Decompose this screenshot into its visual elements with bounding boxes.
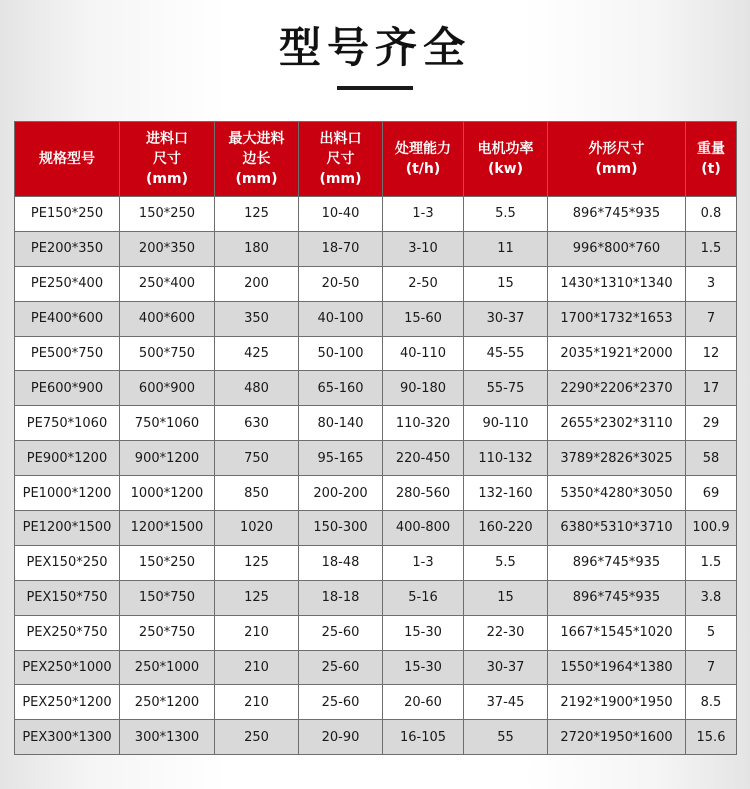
table-cell: 2-50 bbox=[383, 266, 464, 301]
table-cell: 250*1200 bbox=[120, 685, 215, 720]
table-cell: 17 bbox=[686, 371, 737, 406]
table-cell: 2035*1921*2000 bbox=[548, 336, 686, 371]
table-body bbox=[15, 197, 737, 755]
table-cell: 210 bbox=[215, 650, 299, 685]
table-cell: PEX250*1000 bbox=[15, 650, 120, 685]
title-underline bbox=[337, 86, 413, 90]
table-cell: PEX250*750 bbox=[15, 615, 120, 650]
table-cell: 11 bbox=[464, 231, 548, 266]
table-cell: 3 bbox=[686, 266, 737, 301]
table-cell: 210 bbox=[215, 615, 299, 650]
table-cell: 0.8 bbox=[686, 197, 737, 232]
table-cell: 1000*1200 bbox=[120, 476, 215, 511]
table-cell: 15-30 bbox=[383, 615, 464, 650]
table-row bbox=[15, 371, 737, 406]
table-cell: 15 bbox=[464, 580, 548, 615]
table-cell: 5 bbox=[686, 615, 737, 650]
table-cell: 30-37 bbox=[464, 650, 548, 685]
table-cell: 5.5 bbox=[464, 545, 548, 580]
table-cell: PE400*600 bbox=[15, 301, 120, 336]
table-cell: 1.5 bbox=[686, 231, 737, 266]
table-cell: 20-90 bbox=[299, 720, 383, 755]
column-header bbox=[15, 122, 120, 197]
column-header-line: 处理能力 bbox=[395, 141, 451, 157]
table-cell: 18-48 bbox=[299, 545, 383, 580]
table-cell: 1020 bbox=[215, 511, 299, 546]
table-cell: 220-450 bbox=[383, 441, 464, 476]
table-cell: 1-3 bbox=[383, 545, 464, 580]
table-cell: PE200*350 bbox=[15, 231, 120, 266]
table-cell: 200-200 bbox=[299, 476, 383, 511]
column-header-line: 尺寸 bbox=[153, 151, 181, 167]
table-cell: 2655*2302*3110 bbox=[548, 406, 686, 441]
table-cell: 30-37 bbox=[464, 301, 548, 336]
table-cell: 40-110 bbox=[383, 336, 464, 371]
table-cell: 65-160 bbox=[299, 371, 383, 406]
table-cell: 100.9 bbox=[686, 511, 737, 546]
table-cell: 400*600 bbox=[120, 301, 215, 336]
table-cell: 5-16 bbox=[383, 580, 464, 615]
table-cell: 3.8 bbox=[686, 580, 737, 615]
table-cell: 900*1200 bbox=[120, 441, 215, 476]
table-cell: 896*745*935 bbox=[548, 197, 686, 232]
table-cell: 400-800 bbox=[383, 511, 464, 546]
table-cell: 996*800*760 bbox=[548, 231, 686, 266]
table-cell: PE150*250 bbox=[15, 197, 120, 232]
table-cell: 896*745*935 bbox=[548, 545, 686, 580]
table-cell: 7 bbox=[686, 301, 737, 336]
table-cell: PE750*1060 bbox=[15, 406, 120, 441]
table-cell: 20-60 bbox=[383, 685, 464, 720]
table-cell: 500*750 bbox=[120, 336, 215, 371]
table-row bbox=[15, 545, 737, 580]
table-row bbox=[15, 441, 737, 476]
column-header-line: (mm) bbox=[146, 171, 188, 187]
table-cell: PE250*400 bbox=[15, 266, 120, 301]
column-header bbox=[464, 122, 548, 197]
table-row bbox=[15, 720, 737, 755]
table-row bbox=[15, 231, 737, 266]
table-cell: 150*250 bbox=[120, 197, 215, 232]
table-cell: 25-60 bbox=[299, 615, 383, 650]
table-cell: 160-220 bbox=[464, 511, 548, 546]
table-cell: 300*1300 bbox=[120, 720, 215, 755]
table-cell: 22-30 bbox=[464, 615, 548, 650]
column-header-line: 重量 bbox=[697, 141, 725, 157]
table-cell: PE500*750 bbox=[15, 336, 120, 371]
column-header bbox=[548, 122, 686, 197]
table-cell: 90-180 bbox=[383, 371, 464, 406]
column-header-line: (kw) bbox=[487, 161, 524, 177]
table-row bbox=[15, 615, 737, 650]
table-cell: 350 bbox=[215, 301, 299, 336]
table-row bbox=[15, 511, 737, 546]
table-cell: 2290*2206*2370 bbox=[548, 371, 686, 406]
table-row bbox=[15, 266, 737, 301]
table-cell: 15-60 bbox=[383, 301, 464, 336]
table-cell: 58 bbox=[686, 441, 737, 476]
table-cell: 6380*5310*3710 bbox=[548, 511, 686, 546]
table-cell: 12 bbox=[686, 336, 737, 371]
table-cell: 125 bbox=[215, 197, 299, 232]
table-row bbox=[15, 406, 737, 441]
table-cell: 750 bbox=[215, 441, 299, 476]
table-header-row bbox=[15, 122, 737, 197]
table-cell: 29 bbox=[686, 406, 737, 441]
table-cell: 15-30 bbox=[383, 650, 464, 685]
column-header bbox=[120, 122, 215, 197]
table-cell: 132-160 bbox=[464, 476, 548, 511]
table-cell: 90-110 bbox=[464, 406, 548, 441]
table-cell: 1430*1310*1340 bbox=[548, 266, 686, 301]
table-cell: 630 bbox=[215, 406, 299, 441]
table-cell: 250*750 bbox=[120, 615, 215, 650]
column-header-line: 出料口 bbox=[319, 131, 362, 147]
table-row bbox=[15, 580, 737, 615]
table-cell: 1.5 bbox=[686, 545, 737, 580]
table-cell: PEX300*1300 bbox=[15, 720, 120, 755]
column-header-line: 尺寸 bbox=[326, 151, 355, 167]
table-cell: PEX150*250 bbox=[15, 545, 120, 580]
column-header-line: 电机功率 bbox=[477, 141, 534, 157]
table-cell: 2720*1950*1600 bbox=[548, 720, 686, 755]
column-header-line: (mm) bbox=[595, 161, 638, 177]
column-header-line: (t/h) bbox=[405, 161, 441, 177]
table-cell: 150*750 bbox=[120, 580, 215, 615]
table-cell: 480 bbox=[215, 371, 299, 406]
table-cell: 3-10 bbox=[383, 231, 464, 266]
table-row bbox=[15, 685, 737, 720]
column-header-line: 进料口 bbox=[146, 131, 188, 147]
table-cell: PE1200*1500 bbox=[15, 511, 120, 546]
table-cell: 15.6 bbox=[686, 720, 737, 755]
table-cell: 896*745*935 bbox=[548, 580, 686, 615]
table-cell: 200 bbox=[215, 266, 299, 301]
table-cell: 25-60 bbox=[299, 685, 383, 720]
table-cell: 7 bbox=[686, 650, 737, 685]
table-cell: 1-3 bbox=[383, 197, 464, 232]
page-title: 型号齐全 bbox=[278, 23, 471, 72]
column-header-line: 边长 bbox=[242, 151, 271, 167]
table-cell: 110-132 bbox=[464, 441, 548, 476]
column-header bbox=[215, 122, 299, 197]
column-header-line: (mm) bbox=[319, 171, 362, 187]
table-cell: 8.5 bbox=[686, 685, 737, 720]
column-header-line: 外形尺寸 bbox=[588, 141, 645, 157]
table-cell: 210 bbox=[215, 685, 299, 720]
table-cell: 18-70 bbox=[299, 231, 383, 266]
table-cell: 280-560 bbox=[383, 476, 464, 511]
table-cell: 425 bbox=[215, 336, 299, 371]
table-cell: 37-45 bbox=[464, 685, 548, 720]
table-cell: 750*1060 bbox=[120, 406, 215, 441]
table-cell: 180 bbox=[215, 231, 299, 266]
column-header bbox=[299, 122, 383, 197]
table-cell: 2192*1900*1950 bbox=[548, 685, 686, 720]
table-cell: 250*1000 bbox=[120, 650, 215, 685]
table-cell: 45-55 bbox=[464, 336, 548, 371]
table-row bbox=[15, 336, 737, 371]
table-cell: 10-40 bbox=[299, 197, 383, 232]
table-cell: 16-105 bbox=[383, 720, 464, 755]
table-row bbox=[15, 197, 737, 232]
column-header bbox=[686, 122, 737, 197]
table-cell: 125 bbox=[215, 580, 299, 615]
table-row bbox=[15, 476, 737, 511]
table-cell: 1700*1732*1653 bbox=[548, 301, 686, 336]
table-cell: 80-140 bbox=[299, 406, 383, 441]
table-cell: 250 bbox=[215, 720, 299, 755]
column-header bbox=[383, 122, 464, 197]
table-cell: PEX150*750 bbox=[15, 580, 120, 615]
table-cell: 5.5 bbox=[464, 197, 548, 232]
table-row bbox=[15, 650, 737, 685]
table-cell: PE1000*1200 bbox=[15, 476, 120, 511]
table-cell: 150*250 bbox=[120, 545, 215, 580]
column-header-line: 规格型号 bbox=[39, 151, 95, 167]
column-header-line: (t) bbox=[701, 161, 721, 177]
column-header-line: (mm) bbox=[235, 171, 278, 187]
table-row bbox=[15, 301, 737, 336]
table-cell: 5350*4280*3050 bbox=[548, 476, 686, 511]
table-cell: 55-75 bbox=[464, 371, 548, 406]
spec-table bbox=[14, 121, 737, 755]
table-cell: 250*400 bbox=[120, 266, 215, 301]
table-cell: PE600*900 bbox=[15, 371, 120, 406]
table-cell: 55 bbox=[464, 720, 548, 755]
table-cell: 95-165 bbox=[299, 441, 383, 476]
table-cell: 850 bbox=[215, 476, 299, 511]
table-cell: 25-60 bbox=[299, 650, 383, 685]
table-cell: PEX250*1200 bbox=[15, 685, 120, 720]
table-cell: PE900*1200 bbox=[15, 441, 120, 476]
table-cell: 40-100 bbox=[299, 301, 383, 336]
column-header-line: 最大进料 bbox=[228, 131, 285, 147]
table-cell: 15 bbox=[464, 266, 548, 301]
table-cell: 3789*2826*3025 bbox=[548, 441, 686, 476]
table-cell: 200*350 bbox=[120, 231, 215, 266]
table-cell: 69 bbox=[686, 476, 737, 511]
table-cell: 1200*1500 bbox=[120, 511, 215, 546]
table-cell: 1550*1964*1380 bbox=[548, 650, 686, 685]
table-cell: 18-18 bbox=[299, 580, 383, 615]
table-cell: 20-50 bbox=[299, 266, 383, 301]
table-cell: 1667*1545*1020 bbox=[548, 615, 686, 650]
table-cell: 125 bbox=[215, 545, 299, 580]
table-cell: 50-100 bbox=[299, 336, 383, 371]
table-cell: 600*900 bbox=[120, 371, 215, 406]
table-cell: 150-300 bbox=[299, 511, 383, 546]
table-cell: 110-320 bbox=[383, 406, 464, 441]
